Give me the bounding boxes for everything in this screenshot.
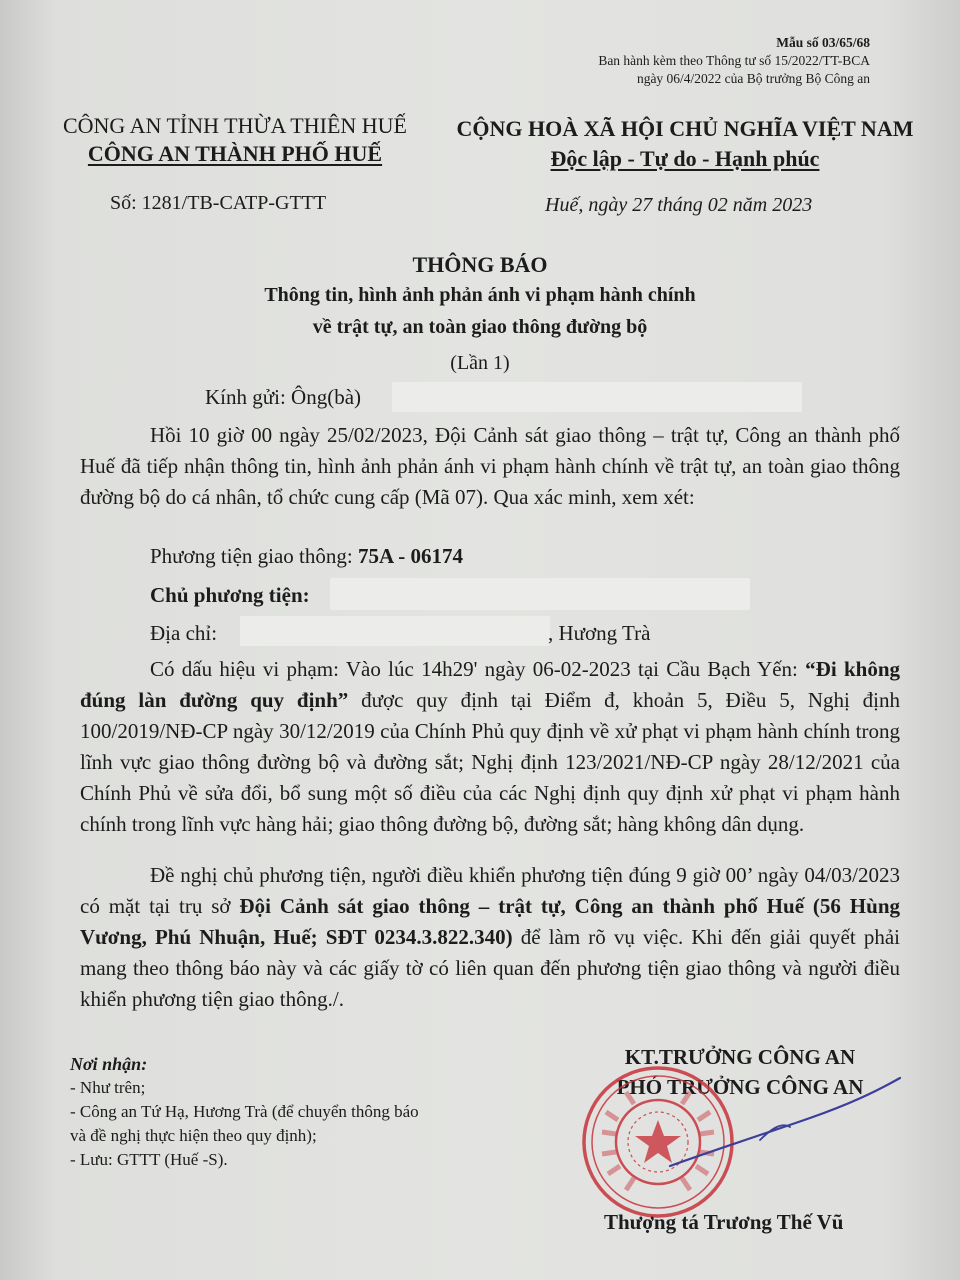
recipients-heading: Nơi nhận: bbox=[70, 1054, 148, 1074]
document-number: Số: 1281/TB-CATP-GTTT bbox=[110, 192, 327, 214]
vehicle-label: Phương tiện giao thông: bbox=[150, 544, 358, 568]
violation-paragraph bbox=[80, 654, 900, 840]
violation-legal-basis: được quy định tại Điểm đ, khoản 5, Điều 5, Nghị định 100/2019/NĐ-CP ngày 30/12/2019 của Chính Phủ quy định về xử phạt vi phạm hành chính trong lĩnh vực giao thông đường bộ và đường sắt; Nghị định 123/2021/NĐ-CP ngày 28/12/2021 của Chính Phủ về sửa đổi, bổ sung một số điều của các Nghị định quy định xử phạt vi phạm hành chính trong lĩnh vực hàng hải; giao thông đường bộ, đường sắt; hàng không dân dụng. bbox=[80, 688, 901, 836]
signature-title-2: PHÓ TRƯỞNG CÔNG AN bbox=[616, 1075, 864, 1099]
parent-agency: CÔNG AN TỈNH THỪA THIÊN HUẾ bbox=[62, 113, 407, 138]
national-header bbox=[440, 114, 930, 174]
recipients-block bbox=[70, 1052, 419, 1172]
violation-name: “Đi không đúng làn đường quy định” bbox=[80, 657, 900, 712]
recipient-item: và đề nghị thực hiện theo quy định); bbox=[70, 1126, 317, 1145]
address-suffix: , Hương Trà bbox=[548, 621, 651, 645]
redacted-recipient bbox=[392, 382, 802, 412]
request-intro: Đề nghị chủ phương tiện, người điều khiển phương tiện đúng 9 giờ 00’ ngày 04/03/2023 có mặt tại trụ sở bbox=[80, 863, 900, 918]
national-motto: Độc lập - Tự do - Hạnh phúc bbox=[550, 146, 820, 171]
redacted-address bbox=[240, 616, 550, 646]
violation-intro: Có dấu hiệu vi phạm: Vào lúc 14h29' ngày 06-02-2023 tại Cầu Bạch Yến: bbox=[150, 657, 806, 681]
recipient-item: - Lưu: GTTT (Huế -S). bbox=[70, 1150, 228, 1169]
document-subtitle-2: về trật tự, an toàn giao thông đường bộ bbox=[312, 316, 648, 338]
redacted-owner bbox=[330, 578, 750, 610]
agency-name: CÔNG AN THÀNH PHỐ HUẾ bbox=[87, 141, 383, 166]
document-title: THÔNG BÁO bbox=[412, 252, 548, 277]
document-subtitle-1: Thông tin, hình ảnh phản ánh vi phạm hành chính bbox=[264, 284, 696, 306]
signature-title-1: KT.TRƯỞNG CÔNG AN bbox=[624, 1045, 856, 1069]
form-issuance-line2: ngày 06/4/2022 của Bộ trưởng Bộ Công an bbox=[636, 71, 870, 86]
greeting: Kính gửi: Ông(bà) bbox=[205, 385, 362, 409]
owner-line bbox=[150, 580, 310, 611]
recipient-item: - Như trên; bbox=[70, 1078, 146, 1097]
request-rest: để làm rõ vụ việc. Khi đến giải quyết phải mang theo thông báo này và các giấy tờ có liên quan đến phương tiện giao thông và người điều khiển phương tiện giao thông./. bbox=[80, 925, 900, 1011]
signature-stroke-icon bbox=[650, 1070, 910, 1180]
vehicle-plate: 75A - 06174 bbox=[357, 544, 463, 568]
intro-paragraph: Hồi 10 giờ 00 ngày 25/02/2023, Đội Cảnh sát giao thông – trật tự, Công an thành phố Huế đã tiếp nhận thông tin, hình ảnh phản ánh vi phạm hành chính về trật tự, an toàn giao thông đường bộ do cá nhân, tổ chức cung cấp (Mã 07). Qua xác minh, xem xét: bbox=[80, 423, 900, 509]
request-paragraph bbox=[80, 860, 900, 1015]
nation-name: CỘNG HOÀ XÃ HỘI CHỦ NGHĨA VIỆT NAM bbox=[456, 116, 914, 141]
owner-label: Chủ phương tiện: bbox=[150, 583, 310, 607]
signer-name: Thượng tá Trương Thế Vũ bbox=[604, 1210, 844, 1234]
form-issuance-line1: Ban hành kèm theo Thông tư số 15/2022/TT-BCA bbox=[598, 53, 870, 68]
vehicle-line bbox=[150, 541, 463, 572]
recipient-item: - Công an Tứ Hạ, Hương Trà (để chuyển thông báo bbox=[70, 1102, 419, 1121]
form-number: Mẫu số 03/65/68 bbox=[776, 35, 870, 50]
agency-header bbox=[40, 112, 430, 168]
place-date: Huế, ngày 27 tháng 02 năm 2023 bbox=[545, 194, 813, 216]
issue-number: (Lần 1) bbox=[450, 352, 510, 374]
request-place: Đội Cảnh sát giao thông – trật tự, Công an thành phố Huế (56 Hùng Vương, Phú Nhuận, Huế; SĐT 0234.3.822.340) bbox=[80, 894, 901, 949]
form-reference bbox=[598, 34, 870, 88]
address-label: Địa chỉ: bbox=[150, 621, 218, 645]
